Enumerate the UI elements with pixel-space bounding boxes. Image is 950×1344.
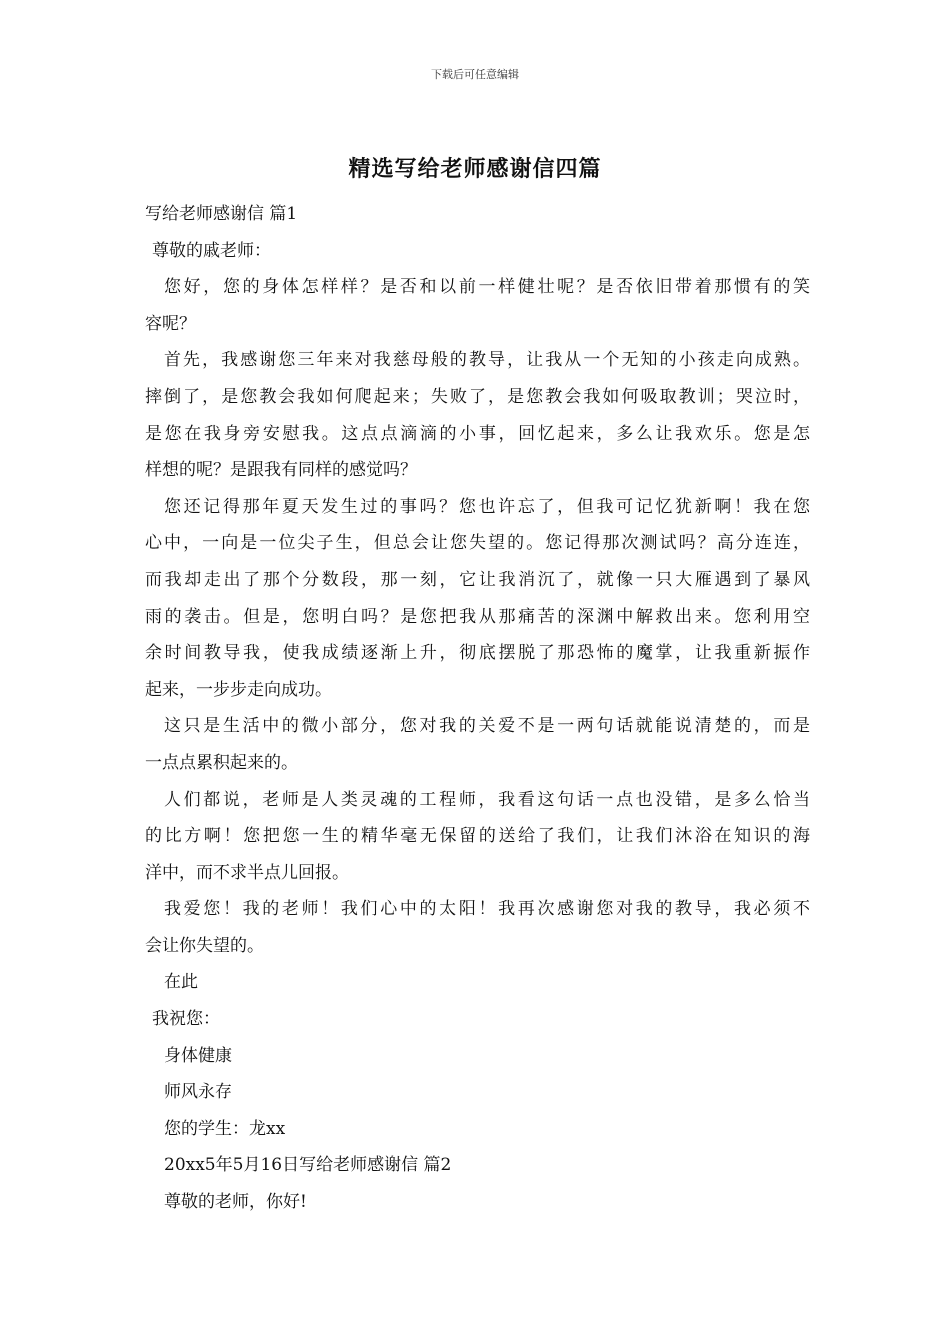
body-line: 雨的袭击。但是，您明白吗？是您把我从那痛苦的深渊中解救出来。您利用空	[145, 606, 810, 627]
body-line: 尊敬的老师，你好!	[164, 1192, 307, 1213]
document-title: 精选写给老师感谢信四篇	[348, 156, 602, 182]
body-line: 容呢？	[145, 313, 196, 334]
body-line: 是您在我身旁安慰我。这点点滴滴的小事，回忆起来，多么让我欢乐。您是怎	[145, 423, 810, 444]
body-line: 20xx5年5月16日写给老师感谢信 篇2	[164, 1155, 452, 1176]
body-line: 您好，您的身体怎样样？是否和以前一样健壮呢？是否依旧带着那惯有的笑	[164, 277, 810, 298]
body-line: 而我却走出了那个分数段，那一刻，它让我消沉了，就像一只大雁遇到了暴风	[145, 569, 810, 590]
body-line: 尊敬的戚老师：	[152, 240, 271, 261]
body-line: 身体健康	[164, 1045, 232, 1066]
body-line: 样想的呢？是跟我有同样的感觉吗？	[145, 460, 417, 481]
body-line: 一点点累积起来的。	[145, 752, 298, 773]
body-line: 余时间教导我，使我成绩逐渐上升，彻底摆脱了那恐怖的魔掌，让我重新振作	[145, 643, 810, 664]
document-body	[145, 196, 810, 1221]
body-line: 起来，一步步走向成功。	[145, 679, 332, 700]
body-line: 心中，一向是一位尖子生，但总会让您失望的。您记得那次测试吗？高分连连，	[145, 533, 810, 554]
body-line: 人们都说，老师是人类灵魂的工程师，我看这句话一点也没错，是多么恰当	[164, 789, 810, 810]
body-line: 摔倒了，是您教会我如何爬起来；失败了，是您教会我如何吸取教训；哭泣时，	[145, 386, 810, 407]
body-line: 首先，我感谢您三年来对我慈母般的教导，让我从一个无知的小孩走向成熟。	[164, 350, 810, 371]
body-line: 的比方啊！您把您一生的精华毫无保留的送给了我们，让我们沐浴在知识的海	[145, 826, 810, 847]
body-line: 会让你失望的。	[145, 935, 264, 956]
body-line: 写给老师感谢信 篇1	[145, 204, 298, 224]
body-line: 师风永存	[164, 1082, 232, 1103]
body-line: 您的学生：龙xx	[164, 1118, 286, 1139]
body-line: 洋中，而不求半点儿回报。	[145, 862, 349, 883]
body-line: 您还记得那年夏天发生过的事吗？您也许忘了，但我可记忆犹新啊！我在您	[164, 496, 810, 517]
body-line: 这只是生活中的微小部分，您对我的关爱不是一两句话就能说清楚的，而是	[164, 716, 810, 737]
page-header-note: 下载后可任意编辑	[431, 68, 519, 81]
body-line: 在此	[164, 972, 198, 993]
body-line: 我祝您：	[152, 1009, 220, 1030]
body-line: 我爱您！我的老师！我们心中的太阳！我再次感谢您对我的教导，我必须不	[164, 899, 810, 920]
